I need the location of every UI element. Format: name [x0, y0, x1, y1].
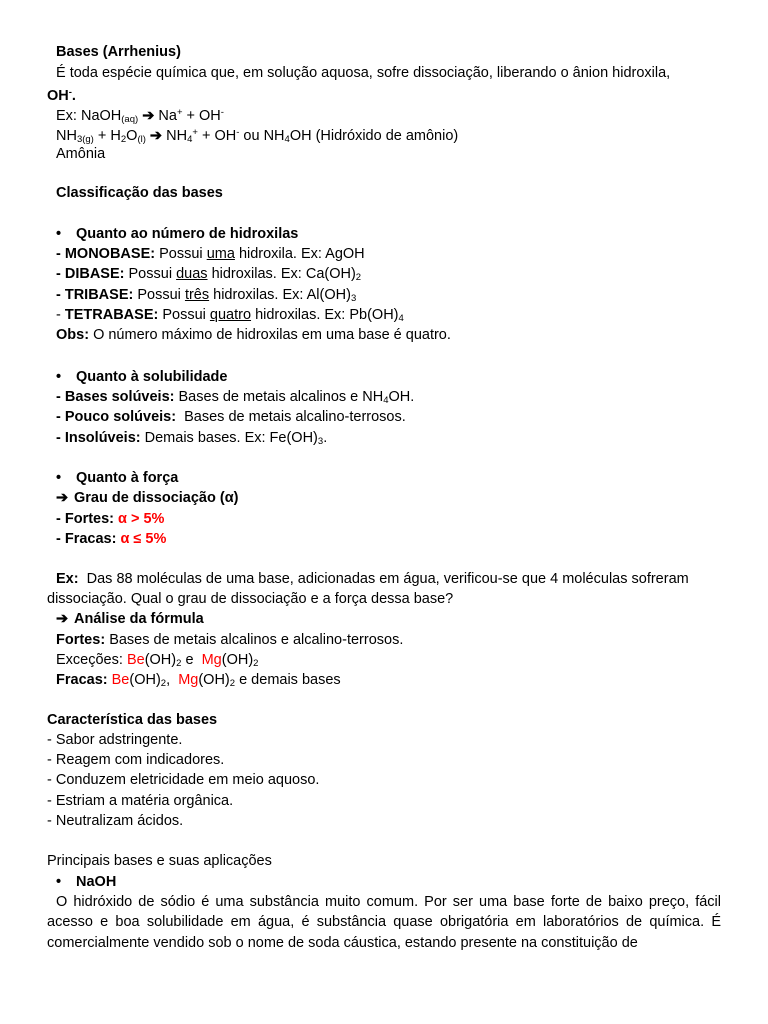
subheading-naoh: • NaOH — [56, 874, 117, 890]
bullet-icon: • — [56, 470, 62, 486]
obs-line: Obs: O número máximo de hidroxilas em uma base é quatro. — [56, 327, 451, 343]
tribase-line: - TRIBASE: Possui três hidroxilas. Ex: $Al(OH)_3$ — [56, 287, 357, 304]
example2-line2: dissociação. Qual o grau de dissociação e a força dessa base? — [47, 591, 454, 607]
fracas-line: - Fracas: α ≤ 5% — [56, 531, 167, 547]
dibase-line: - DIBASE: Possui duas hidroxilas. Ex: $Ca(OH)_2$ — [56, 266, 362, 283]
definition-line: É toda espécie química que, em solução aquosa, sofre dissociação, liberando o ânion hidroxila, — [56, 65, 671, 81]
bullet-icon: • — [56, 874, 62, 890]
soluveis-line: - Bases solúveis: Bases de metais alcalinos e $NH_4OH$. — [56, 389, 415, 406]
list-item: - Conduzem eletricidade em meio aquoso. — [47, 772, 320, 788]
amonia-label: Amônia — [56, 146, 106, 162]
list-item: - Estriam a matéria orgânica. — [47, 793, 234, 809]
fortes-line: - Fortes: α > 5% — [56, 511, 165, 527]
naoh-paragraph: O hidróxido de sódio é uma substância muito comum. Por ser uma base forte de baixo preço, fácil acesso e boa solubilidade em água, é substância quase obrigatória em laboratórios de química. É comercialmente vendido sob o nome de soda cáustica, estando presente na constituição de — [47, 894, 721, 951]
tetrabase-line: - TETRABASE: Possui quatro hidroxilas. Ex: $Pb(OH)_4$ — [56, 307, 404, 324]
list-item: - Neutralizam ácidos. — [47, 813, 184, 829]
section-title-bases: Bases (Arrhenius) — [56, 44, 181, 60]
subheading-solubilidade: • Quanto à solubilidade — [56, 369, 228, 385]
insoluveis-line: - Insolúveis: Demais bases. Ex: $Fe(OH)_3$. — [56, 430, 328, 447]
monobase-line: - MONOBASE: Possui uma hidroxila. Ex: AgOH — [56, 246, 365, 262]
bullet-icon: • — [56, 226, 62, 242]
arrow-right-icon: ➔ — [56, 611, 69, 627]
analise-formula: ➔ Análise da fórmula — [56, 611, 204, 627]
oh-anion: OH-. — [47, 87, 76, 104]
excecoes-line: Exceções: $Be(OH)_2$ e $Mg(OH)_2$ — [56, 652, 259, 669]
pouco-soluveis-line: - Pouco solúveis: Bases de metais alcalino-terrosos. — [56, 409, 406, 425]
grau-dissociacao: ➔ Grau de dissociação (α) — [56, 490, 239, 506]
section-title-classificacao: Classificação das bases — [56, 185, 223, 201]
arrow-right-icon: ➔ — [56, 490, 69, 506]
list-item: - Reagem com indicadores. — [47, 752, 225, 768]
bullet-icon: • — [56, 369, 62, 385]
section-title-caracteristica: Característica das bases — [47, 712, 218, 728]
example-nh3: $NH_{3(g)} + H_2O_{(l)}$ ➔ $NH_4^+ + OH^-$ ou $NH_4OH$ (Hidróxido de amônio) — [56, 127, 459, 145]
example-naoh: Ex: NaOH$_{(aq)}$ ➔ Na+ + OH- — [56, 107, 224, 125]
fortes-formula-line: Fortes: Bases de metais alcalinos e alcalino-terrosos. — [56, 632, 404, 648]
subheading-numero: • Quanto ao número de hidroxilas — [56, 226, 299, 242]
fracas-formula-line: Fracas: $Be(OH)_2$, $Mg(OH)_2$ e demais bases — [56, 672, 341, 689]
example2-line1: Ex: Das 88 moléculas de uma base, adicionadas em água, verificou-se que 4 moléculas sofreram — [56, 571, 689, 587]
principais-heading: Principais bases e suas aplicações — [47, 853, 272, 869]
subheading-forca: • Quanto à força — [56, 470, 179, 486]
list-item: - Sabor adstringente. — [47, 732, 183, 748]
